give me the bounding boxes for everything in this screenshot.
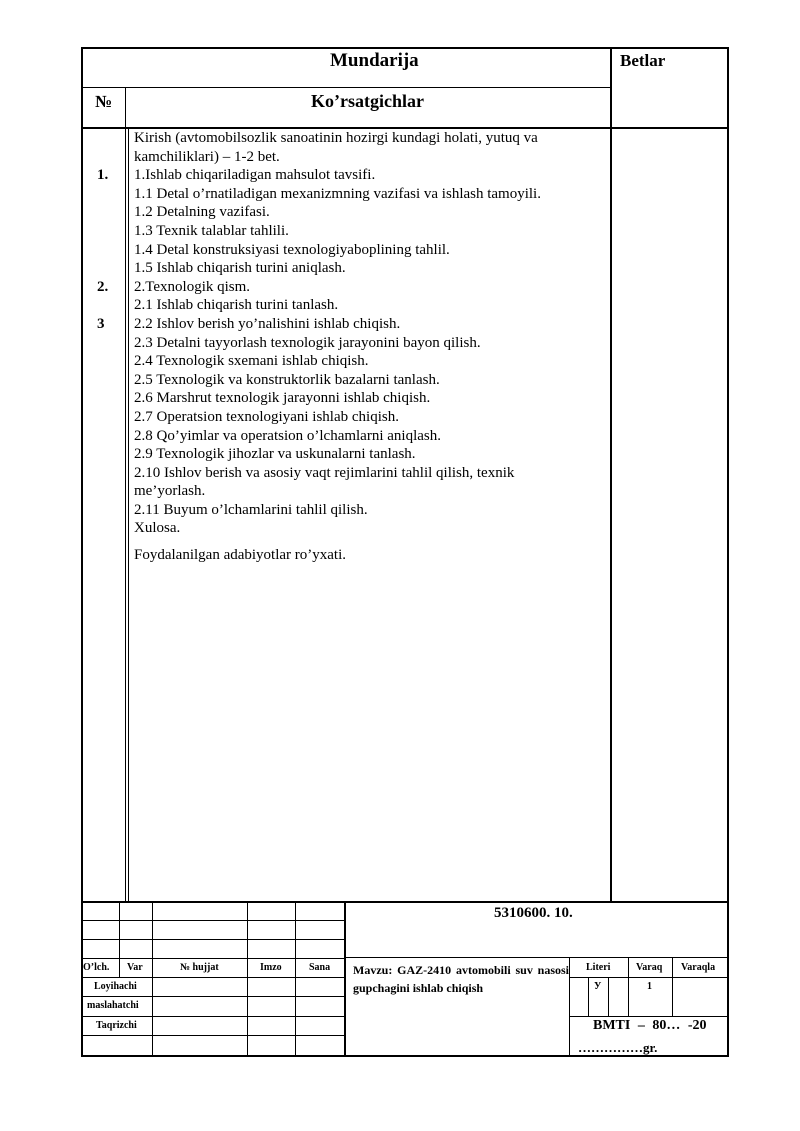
toc-item: 2.3 Detalni tayyorlash texnologik jarayonini bayon qilish. <box>134 334 481 351</box>
toc-item: 2.11 Buyum o’lchamlarini tahlil qilish. <box>134 501 368 518</box>
stamp-right-line <box>569 977 729 978</box>
number-col-divider-a <box>125 87 126 902</box>
stamp-right-line <box>569 1016 729 1017</box>
stamp-col-line <box>247 901 248 1057</box>
toc-item: 2.Texnologik qism. <box>134 278 251 295</box>
section-number-2: 2. <box>97 279 109 295</box>
col-olch-label: O’lch. <box>83 962 110 973</box>
stamp-row-line <box>81 958 345 959</box>
stamp-right-line <box>608 977 609 1016</box>
varaq-value: 1 <box>647 981 652 992</box>
toc-item: 1.1 Detal o’rnatiladigan mexanizmning vazifasi va ishlash tamoyili. <box>134 185 541 202</box>
toc-item: 2.4 Texnologik sxemani ishlab chiqish. <box>134 353 369 370</box>
toc-item: 1.2 Detalning vazifasi. <box>134 204 270 221</box>
stamp-row-line <box>81 920 345 921</box>
col-imzo-label: Imzo <box>260 962 282 973</box>
stamp-col-line <box>119 901 120 977</box>
toc-item: 2.7 Operatsion texnologiyani ishlab chiqish. <box>134 408 399 425</box>
toc-item: 2.5 Texnologik va konstruktorlik bazalarni tanlash. <box>134 371 440 388</box>
literi-value: У <box>594 981 602 992</box>
col-var-label: Var <box>127 962 143 973</box>
toc-item: 2.2 Ishlov berish yo’nalishini ishlab chiqish. <box>134 315 401 332</box>
section-number-3: 3 <box>97 316 105 332</box>
varaq-label: Varaq <box>636 962 663 973</box>
toc-item: 2.9 Texnologik jihozlar va uskunalarni tanlash. <box>134 446 416 463</box>
document-code: 5310600. 10. <box>494 905 573 921</box>
literi-label: Literi <box>586 962 611 973</box>
indicators-column-header: Ko’rsatgichlar <box>311 91 424 111</box>
project-topic: Mavzu: GAZ-2410 avtomobili suv nasosi gupchagini ishlab chiqish <box>353 963 569 995</box>
stamp-row-line <box>81 977 345 978</box>
stamp-row-line <box>81 939 345 940</box>
toc-item: 1.Ishlab chiqariladigan mahsulot tavsifi. <box>134 167 376 184</box>
section-number-1: 1. <box>97 167 109 183</box>
stamp-right-line <box>569 958 570 1057</box>
stamp-top-line <box>81 901 729 903</box>
role-loyihachi: Loyihachi <box>94 981 137 992</box>
title-row-line <box>81 87 612 88</box>
stamp-right-line <box>588 977 589 1016</box>
number-column-header: № <box>95 92 113 111</box>
frame-top <box>81 47 729 49</box>
stamp-right-line <box>628 958 629 1016</box>
stamp-row-line <box>81 1016 345 1017</box>
frame-left <box>81 47 83 1057</box>
toc-item: 1.3 Texnik talablar tahlili. <box>134 222 289 239</box>
stamp-col-line <box>295 901 296 1057</box>
organization-code: BMTI – 80… -20 <box>593 1018 707 1033</box>
role-maslahatchi: maslahatchi <box>87 1000 139 1011</box>
stamp-right-line <box>672 958 673 1016</box>
pages-divider <box>610 47 612 902</box>
col-hujjat-label: № hujjat <box>180 962 219 973</box>
toc-item: 2.6 Marshrut texnologik jarayonni ishlab chiqish. <box>134 390 431 407</box>
stamp-main-divider <box>344 901 346 1057</box>
page-title: Mundarija <box>330 50 419 71</box>
toc-item: 2.1 Ishlab chiqarish turini tanlash. <box>134 297 339 314</box>
number-col-divider-b <box>128 127 129 902</box>
toc-item: 2.10 Ishlov berish va asosiy vaqt rejimlarini tahlil qilish, texnik me’yorlash. <box>134 464 515 500</box>
toc-item: 2.8 Qo’yimlar va operatsion o’lchamlarni aniqlash. <box>134 427 441 444</box>
toc-intro: Kirish (avtomobilsozlik sanoatinin hozirgi kundagi holati, yutuq va kamchiliklari) – 1-2 bet. <box>134 130 538 165</box>
col-sana-label: Sana <box>309 962 331 973</box>
toc-references: Foydalanilgan adabiyotlar ro’yxati. <box>134 547 347 564</box>
stamp-row-line <box>81 1035 345 1036</box>
pages-column-header: Betlar <box>620 51 666 70</box>
stamp-row-line <box>81 996 345 997</box>
toc-conclusion: Xulosa. <box>134 520 181 537</box>
stamp-col-line <box>152 901 153 1057</box>
group-code: ……………gr. <box>578 1040 658 1055</box>
toc-item: 1.4 Detal konstruksiyasi texnologiyaboplining tahlil. <box>134 241 450 258</box>
toc-item: 1.5 Ishlab chiqarish turini aniqlash. <box>134 260 346 277</box>
varaqla-label: Varaqla <box>681 962 716 973</box>
toc-list <box>134 129 604 565</box>
role-taqrizchi: Taqrizchi <box>96 1020 137 1031</box>
frame-right <box>727 47 729 1057</box>
